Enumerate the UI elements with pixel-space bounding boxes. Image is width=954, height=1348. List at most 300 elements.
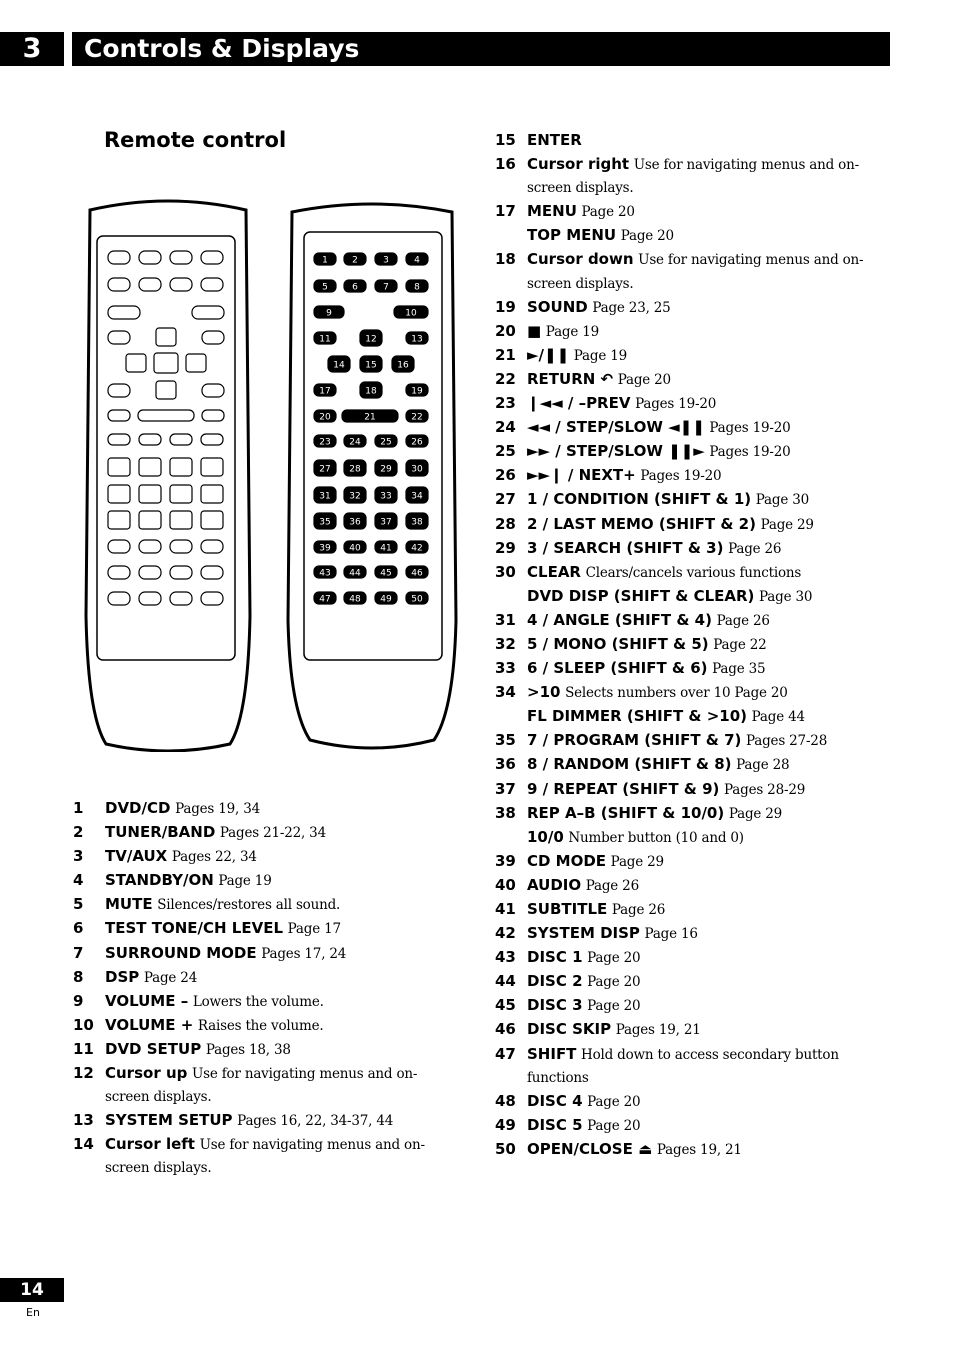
legend-item: [495, 440, 885, 464]
legend-text: [495, 248, 885, 295]
legend-number: 40: [495, 875, 516, 894]
legend-number: 42: [495, 924, 516, 943]
remote-b-button-label: 3: [383, 255, 389, 266]
legend-item: [73, 1038, 453, 1062]
remote-b-button-label: 43: [319, 568, 331, 579]
legend-item: [495, 537, 885, 561]
remote-a-button: [108, 410, 130, 421]
legend-text: [73, 1133, 453, 1180]
legend-sub-label: DVD DISP (SHIFT & CLEAR): [527, 586, 755, 605]
legend-number: 26: [495, 466, 516, 485]
legend-label: DISC 2: [527, 972, 583, 991]
legend-label: Cursor right: [527, 155, 630, 174]
remote-a-button: [170, 434, 192, 445]
legend-number: 32: [495, 634, 516, 653]
legend-label: Cursor up: [105, 1064, 188, 1083]
legend-label: 4 / ANGLE (SHIFT & 4): [527, 610, 712, 629]
remote-b-button-label: 35: [319, 517, 331, 528]
legend-number: 43: [495, 948, 516, 967]
remote-a-button: [139, 592, 161, 605]
legend-item: [495, 248, 885, 295]
legend-description: Hold down to access secondary button functions: [527, 1046, 839, 1086]
remote-a-button: [108, 306, 140, 319]
legend-item: [495, 153, 885, 200]
legend-description: Selects numbers over 10 Page 20: [565, 685, 788, 702]
legend-label: SUBTITLE: [527, 900, 608, 918]
remote-b-button-label: 29: [380, 464, 392, 475]
legend-sub-label: FL DIMMER (SHIFT & >10): [527, 707, 748, 726]
legend-number: 31: [495, 610, 516, 629]
legend-description: Page 28: [736, 757, 790, 774]
legend-number: 12: [73, 1064, 94, 1083]
legend-description: Clears/cancels various functions: [585, 564, 802, 581]
legend-number: 22: [495, 369, 516, 388]
remote-b-button-label: 48: [349, 594, 361, 605]
legend-item: [495, 488, 885, 512]
legend-number: 5: [73, 895, 84, 914]
legend-label: TEST TONE/CH LEVEL: [105, 919, 284, 938]
remote-b-button-label: 13: [411, 334, 423, 345]
legend-item: [495, 946, 885, 970]
legend-description: Pages 19, 34: [175, 801, 260, 817]
legend-item: [495, 1090, 885, 1114]
remote-a-button: [108, 458, 130, 476]
remote-b-button-label: 33: [380, 491, 392, 502]
legend-description: Silences/restores all sound.: [157, 897, 341, 914]
remote-a-button: [139, 540, 161, 553]
remote-a-button: [170, 540, 192, 553]
legend-label: DISC 3: [527, 996, 583, 1015]
legend-sub-description: Number button (10 and 0): [568, 829, 744, 846]
remote-a-button: [126, 354, 146, 372]
remote-b-button-label: 42: [411, 543, 423, 554]
remote-b-button-label: 16: [397, 360, 409, 371]
legend-text: [495, 513, 885, 537]
legend-label: SOUND: [527, 297, 588, 316]
legend-text: [495, 153, 885, 200]
legend-item: [495, 802, 885, 850]
legend-label: DISC 5: [527, 1115, 583, 1134]
remote-a-button: [108, 566, 130, 579]
remote-b-button-label: 17: [319, 386, 331, 397]
legend-text: [495, 200, 885, 248]
legend-item: [495, 416, 885, 440]
legend-number: 13: [73, 1111, 94, 1130]
legend-text: [73, 1109, 453, 1133]
legend-description: Page 26: [585, 877, 639, 894]
legend-label: ►/❚❚: [527, 345, 570, 364]
remote-a-button: [108, 384, 130, 397]
legend-description: Lowers the volume.: [192, 993, 324, 1010]
legend-number: 29: [495, 538, 516, 557]
legend-number: 11: [73, 1039, 94, 1058]
legend-description: Page 22: [713, 636, 767, 653]
legend-number: 49: [495, 1115, 516, 1134]
legend-item: [495, 922, 885, 946]
legend-text: [495, 296, 885, 320]
legend-label: DVD SETUP: [105, 1039, 202, 1058]
remote-b-button-label: 24: [349, 437, 361, 448]
legend-label: 5 / MONO (SHIFT & 5): [527, 634, 709, 653]
legend-text: [495, 1018, 885, 1042]
legend-sub-line: [527, 705, 885, 729]
legend-label: ◄◄ / STEP/SLOW ◄❚❚: [527, 418, 705, 437]
legend-description: Page 30: [755, 492, 809, 509]
remote-a-button: [201, 278, 223, 291]
legend-number: 20: [495, 321, 516, 340]
legend-description: Pages 19, 21: [656, 1141, 742, 1158]
legend-description: Page 20: [587, 974, 641, 991]
legend-item: [495, 609, 885, 633]
legend-item: [495, 1114, 885, 1138]
legend-text: [495, 946, 885, 970]
remote-a-button: [108, 540, 130, 553]
remote-a-button: [139, 485, 161, 503]
remote-b-button-label: 7: [383, 282, 389, 293]
remote-a-button: [108, 251, 130, 264]
legend-description: Page 26: [716, 612, 770, 629]
legend-label: CD MODE: [527, 851, 607, 870]
remote-a-button: [108, 511, 130, 529]
legend-list-left: [73, 797, 453, 1181]
remote-b-button-label: 22: [411, 412, 423, 423]
legend-item: [73, 1062, 453, 1109]
remote-a-button: [201, 511, 223, 529]
legend-text: [495, 392, 885, 416]
legend-label: >10: [527, 683, 561, 702]
legend-number: 30: [495, 562, 516, 581]
legend-label: OPEN/CLOSE ⏏: [527, 1139, 653, 1158]
legend-text: [495, 922, 885, 946]
remote-a-button: [139, 278, 161, 291]
legend-number: 24: [495, 418, 516, 437]
legend-label: ❙◄◄ / –PREV: [527, 394, 631, 413]
legend-number: 37: [495, 779, 516, 798]
legend-item: [495, 344, 885, 368]
remote-illustration-numbered: [284, 200, 460, 756]
legend-label: 6 / SLEEP (SHIFT & 6): [527, 659, 708, 678]
legend-number: 34: [495, 683, 516, 702]
remote-a-button: [201, 251, 223, 264]
legend-label: DSP: [105, 967, 140, 986]
legend-text: [495, 778, 885, 802]
legend-description: Page 20: [581, 204, 635, 221]
legend-sub-description: Page 44: [751, 709, 805, 726]
legend-number: 33: [495, 659, 516, 678]
legend-number: 10: [73, 1015, 94, 1034]
legend-text: [73, 990, 453, 1014]
legend-label: DISC 4: [527, 1091, 583, 1110]
legend-sub-label: 10/0: [527, 827, 564, 846]
legend-description: Pages 19-20: [635, 396, 717, 413]
legend-text: [73, 869, 453, 893]
legend-item: [495, 970, 885, 994]
legend-label: MUTE: [105, 895, 153, 914]
remote-b-button-label: 18: [365, 386, 377, 397]
legend-item: [495, 320, 885, 344]
remote-b-button-label: 11: [319, 334, 331, 345]
legend-label: ►► / STEP/SLOW ❚❚►: [527, 442, 705, 461]
legend-text: [495, 753, 885, 777]
legend-number: 47: [495, 1044, 516, 1063]
legend-label: 1 / CONDITION (SHIFT & 1): [527, 490, 752, 509]
legend-text: [495, 344, 885, 368]
legend-number: 41: [495, 900, 516, 918]
remote-a-button: [108, 278, 130, 291]
legend-item: [495, 850, 885, 874]
legend-item: [73, 893, 453, 917]
remote-a-button: [201, 592, 223, 605]
legend-description: Page 23, 25: [592, 299, 671, 316]
remote-b-button-label: 30: [411, 464, 423, 475]
legend-text: [495, 994, 885, 1018]
legend-text: [73, 966, 453, 990]
legend-text: [495, 970, 885, 994]
legend-text: [495, 129, 885, 153]
legend-item: [495, 874, 885, 898]
legend-text: [495, 537, 885, 561]
remote-b-button-label: 25: [380, 437, 392, 448]
legend-description: Pages 18, 38: [205, 1041, 291, 1058]
remote-a-button: [139, 434, 161, 445]
legend-label: 7 / PROGRAM (SHIFT & 7): [527, 731, 742, 750]
remote-a-button: [170, 566, 192, 579]
remote-b-button-label: 37: [380, 517, 392, 528]
legend-number: 4: [73, 871, 84, 890]
remote-a-button: [108, 592, 130, 605]
legend-text: [495, 633, 885, 657]
legend-item: [73, 990, 453, 1014]
remote-b-button-label: 20: [319, 412, 331, 423]
legend-description: Page 17: [287, 921, 341, 938]
legend-description: Page 26: [611, 902, 666, 918]
legend-number: 8: [73, 967, 84, 986]
legend-text: [495, 1138, 885, 1162]
legend-label: 2 / LAST MEMO (SHIFT & 2): [527, 514, 756, 533]
legend-text: [495, 874, 885, 898]
remote-b-button-label: 32: [349, 491, 361, 502]
legend-item: [73, 1109, 453, 1133]
legend-label: STANDBY/ON: [105, 871, 214, 890]
legend-description: Page 26: [728, 540, 782, 557]
legend-sub-description: Page 30: [759, 588, 813, 605]
legend-number: 3: [73, 847, 84, 866]
remote-b-button-label: 21: [364, 412, 376, 423]
remote-a-button: [170, 458, 192, 476]
legend-label: MENU: [527, 202, 577, 221]
legend-text: [495, 488, 885, 512]
legend-text: [495, 1114, 885, 1138]
remote-b-button-label: 50: [411, 594, 423, 605]
remote-a-button: [108, 434, 130, 445]
remote-b-button-label: 12: [365, 334, 377, 345]
legend-label: ►►❙ / NEXT+: [527, 466, 636, 485]
remote-a-button: [108, 331, 130, 344]
legend-text: [495, 368, 885, 392]
legend-description: Page 20: [587, 950, 641, 967]
remote-a-button: [201, 540, 223, 553]
legend-description: Pages 19-20: [709, 420, 791, 437]
legend-description: Pages 19, 21: [615, 1022, 701, 1039]
legend-text: [495, 440, 885, 464]
legend-item: [495, 1043, 885, 1090]
legend-number: 44: [495, 972, 516, 991]
legend-item: [495, 296, 885, 320]
remote-a-button: [170, 511, 192, 529]
remote-b-button-label: 1: [322, 255, 328, 266]
legend-description: Use for navigating menus and on-screen displays.: [105, 1137, 425, 1177]
legend-label: 8 / RANDOM (SHIFT & 8): [527, 755, 732, 774]
remote-a-button: [201, 566, 223, 579]
remote-a-button: [201, 485, 223, 503]
legend-description: Page 20: [587, 1093, 641, 1110]
legend-number: 50: [495, 1139, 516, 1158]
legend-number: 45: [495, 996, 516, 1015]
legend-sub-description: Page 20: [620, 228, 674, 245]
legend-item: [73, 845, 453, 869]
legend-number: 36: [495, 755, 516, 774]
legend-item: [73, 821, 453, 845]
remote-b-button-label: 27: [319, 464, 331, 475]
legend-item: [495, 657, 885, 681]
remote-a-button: [202, 410, 224, 421]
legend-item: [495, 513, 885, 537]
remote-b-button-label: 45: [380, 568, 392, 579]
legend-item: [495, 633, 885, 657]
remote-a-button: [156, 328, 176, 346]
legend-text: [73, 1014, 453, 1038]
remote-a-button: [201, 458, 223, 476]
legend-description: Pages 17, 24: [261, 945, 347, 962]
legend-sub-line: [527, 224, 885, 248]
legend-number: 48: [495, 1091, 516, 1110]
legend-text: [495, 464, 885, 488]
remote-b-button-label: 46: [411, 568, 423, 579]
remote-b-button-label: 4: [414, 255, 420, 266]
legend-label: CLEAR: [527, 562, 581, 581]
legend-label: DISC 1: [527, 948, 583, 967]
legend-item: [495, 561, 885, 609]
legend-text: [73, 893, 453, 917]
remote-a-button: [202, 384, 224, 397]
legend-sub-label: TOP MENU: [527, 226, 617, 245]
remote-b-button-label: 23: [319, 437, 331, 448]
legend-number: 14: [73, 1135, 94, 1154]
legend-text: [495, 850, 885, 874]
remote-b-button-label: 41: [380, 543, 392, 554]
remote-illustration-blank: [80, 196, 256, 752]
remote-a-button: [170, 278, 192, 291]
legend-label: AUDIO: [527, 875, 582, 894]
remote-b-button-label: 5: [322, 282, 328, 293]
legend-number: 19: [495, 297, 516, 316]
legend-item: [495, 994, 885, 1018]
legend-description: Pages 22, 34: [171, 849, 257, 866]
remote-b-button-label: 8: [414, 282, 420, 293]
chapter-number: 3: [0, 32, 64, 66]
legend-number: 23: [495, 394, 516, 413]
remote-a-button: [201, 434, 223, 445]
remote-b-button-label: 19: [411, 386, 423, 397]
remote-b-button-label: 31: [319, 491, 331, 502]
legend-text: [495, 1043, 885, 1090]
remote-b-button-label: 28: [349, 464, 361, 475]
legend-label: Cursor left: [105, 1135, 195, 1154]
legend-text: [73, 845, 453, 869]
legend-description: Page 29: [728, 805, 783, 822]
legend-label: DVD/CD: [105, 799, 171, 817]
legend-description: Page 16: [644, 926, 698, 943]
legend-number: 1: [73, 799, 84, 817]
remote-a-button: [139, 251, 161, 264]
legend-description: Raises the volume.: [197, 1017, 324, 1034]
remote-b-button-label: 26: [411, 437, 423, 448]
legend-item: [495, 729, 885, 753]
remote-b-button-label: 38: [411, 517, 423, 528]
legend-description: Use for navigating menus and on-screen displays.: [527, 252, 864, 292]
legend-item: [495, 778, 885, 802]
remote-a-button: [139, 511, 161, 529]
legend-label: DISC SKIP: [527, 1020, 612, 1039]
legend-number: 15: [495, 131, 516, 149]
legend-item: [495, 200, 885, 248]
legend-description: Page 19: [545, 323, 600, 340]
legend-label: VOLUME –: [105, 991, 189, 1010]
legend-description: Pages 21-22, 34: [219, 825, 326, 842]
legend-sub-line: [527, 826, 885, 850]
legend-description: Use for navigating menus and on-screen displays.: [105, 1066, 418, 1106]
remote-b-button-label: 14: [333, 360, 345, 371]
legend-item: [495, 753, 885, 777]
legend-label: TUNER/BAND: [105, 823, 216, 842]
legend-label: 3 / SEARCH (SHIFT & 3): [527, 538, 724, 557]
legend-number: 2: [73, 823, 84, 842]
remote-a-button: [139, 458, 161, 476]
legend-number: 28: [495, 514, 516, 533]
legend-item: [73, 966, 453, 990]
legend-description: Pages 19-20: [709, 444, 791, 461]
remote-b-button-label: 47: [319, 594, 331, 605]
legend-description: Page 20: [587, 998, 641, 1015]
legend-text: [495, 802, 885, 850]
legend-item: [495, 1018, 885, 1042]
legend-description: Page 35: [712, 661, 766, 678]
legend-label: SURROUND MODE: [105, 943, 257, 962]
legend-text: [73, 821, 453, 845]
remote-b-button-label: 40: [349, 543, 361, 554]
legend-item: [73, 1014, 453, 1038]
legend-description: Page 20: [587, 1117, 641, 1134]
legend-description: Page 19: [218, 873, 272, 890]
section-title: Remote control: [104, 128, 287, 152]
remote-a-button: [170, 592, 192, 605]
legend-number: 9: [73, 991, 84, 1010]
remote-b-button-label: 2: [352, 255, 358, 266]
legend-number: 17: [495, 202, 516, 221]
legend-number: 21: [495, 345, 516, 364]
legend-label: Cursor down: [527, 250, 634, 269]
remote-a-button: [170, 251, 192, 264]
legend-sub-line: [527, 585, 885, 609]
legend-text: [495, 657, 885, 681]
remote-b-button-label: 49: [380, 594, 392, 605]
legend-description: Page 29: [760, 516, 814, 533]
page-language: En: [26, 1306, 40, 1319]
legend-label: SYSTEM SETUP: [105, 1111, 233, 1130]
remote-a-button: [138, 410, 194, 421]
legend-item: [495, 898, 885, 922]
legend-item: [73, 917, 453, 941]
